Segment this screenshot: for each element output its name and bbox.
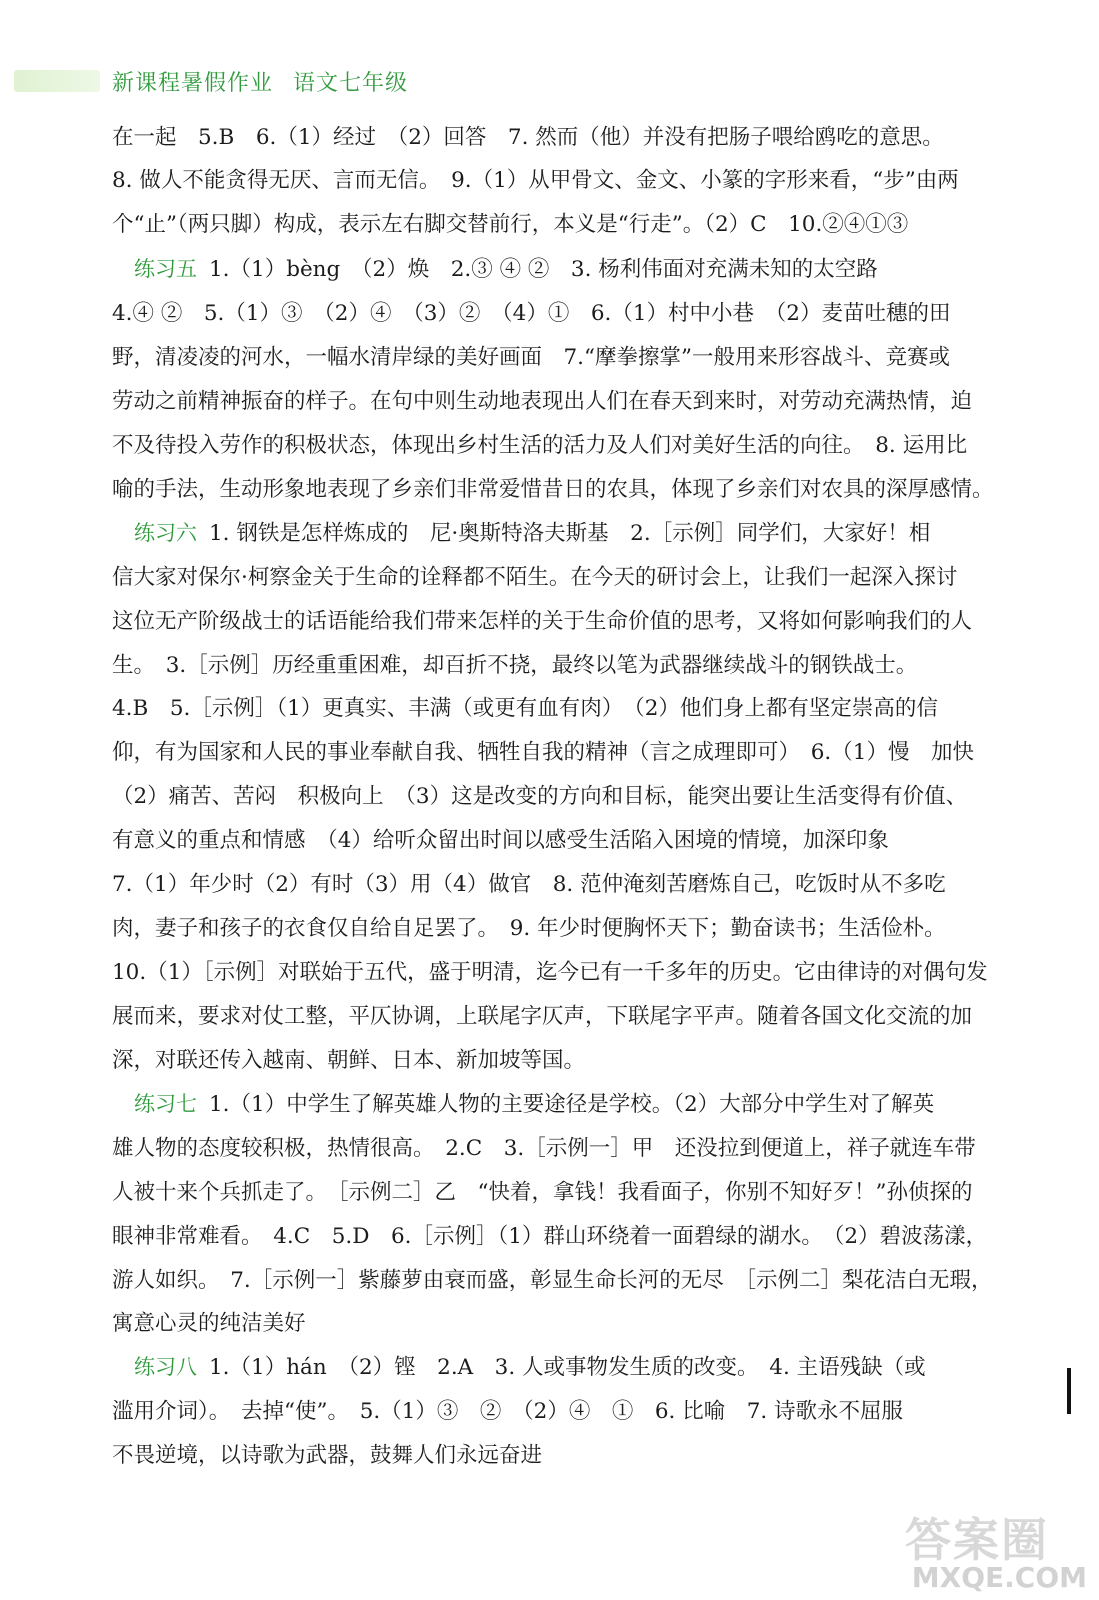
text-line bbox=[112, 830, 889, 852]
header-title: 新课程暑假作业 bbox=[112, 71, 274, 96]
text-line bbox=[112, 1050, 585, 1072]
text-line bbox=[112, 127, 944, 149]
section-line bbox=[134, 1357, 926, 1379]
line-text: 个“止”（两只脚）构成，表示左右脚交替前行，本义是“行走”。（2）C 10.②④①③ bbox=[112, 212, 909, 237]
text-line bbox=[112, 655, 917, 677]
text-line bbox=[112, 347, 950, 369]
text-line bbox=[112, 435, 967, 457]
line-text: 信大家对保尔·柯察金关于生命的诠释都不陌生。在今天的研讨会上，让我们一起深入探讨 bbox=[112, 565, 958, 590]
text-line bbox=[112, 479, 994, 501]
text-line bbox=[112, 170, 959, 192]
line-text: （2）痛苦、苦闷 积极向上 （3）这是改变的方向和目标，能突出要让生活变得有价值、 bbox=[112, 784, 968, 809]
text-line bbox=[112, 611, 972, 633]
text-line bbox=[112, 786, 967, 808]
header-subject: 语文七年级 bbox=[293, 71, 409, 96]
line-text: 劳动之前精神振奋的样子。在句中则生动地表现出人们在春天到来时，对劳动充满热情，迫 bbox=[112, 389, 973, 414]
text-line bbox=[112, 962, 988, 984]
text-line bbox=[112, 1313, 306, 1335]
section-label: 练习六 bbox=[134, 521, 197, 545]
page-header bbox=[112, 66, 408, 97]
line-text: 仰，有为国家和人民的事业奉献自我、牺牲自我的精神（言之成理即可） 6.（1）慢 加快 bbox=[112, 740, 974, 765]
header-decoration bbox=[14, 70, 100, 92]
line-text: 8. 做人不能贪得无厌、言而无信。 9.（1）从甲骨文、金文、小篆的字形来看，“步”由两 bbox=[112, 168, 959, 193]
section-label: 练习五 bbox=[134, 257, 197, 281]
line-text: 喻的手法，生动形象地表现了乡亲们非常爱惜昔日的农具，体现了乡亲们对农具的深厚感情。 bbox=[112, 477, 994, 502]
line-text: 深，对联还传入越南、朝鲜、日本、新加坡等国。 bbox=[112, 1048, 586, 1073]
line-text: 雄人物的态度较积极，热情很高。 2.C 3.［示例一］甲 还没拉到便道上，祥子就连车带 bbox=[112, 1136, 976, 1161]
line-text: 展而来，要求对仗工整，平仄协调，上联尾字仄声，下联尾字平声。随着各国文化交流的加 bbox=[112, 1004, 973, 1029]
line-text: 游人如织。 7.［示例一］紫藤萝由衰而盛，彰显生命长河的无尽 ［示例二］梨花洁白无瑕， bbox=[112, 1268, 993, 1293]
line-text: 寓意心灵的纯洁美好 bbox=[112, 1311, 306, 1336]
watermark-logo: 答案圈 bbox=[905, 1513, 1049, 1567]
line-text: 1.（1）hán （2）铿 2.A 3. 人或事物发生质的改变。 4. 主语残缺（或 bbox=[209, 1355, 926, 1380]
line-text: 4.④ ② 5.（1）③ （2）④ （3）② （4）① 6.（1）村中小巷 （2）麦苗吐穗的田 bbox=[112, 301, 951, 326]
line-text: 1. 钢铁是怎样炼成的 尼·奥斯特洛夫斯基 2.［示例］同学们，大家好！相 bbox=[209, 521, 931, 546]
text-line bbox=[112, 742, 974, 764]
line-text: 生。 3.［示例］历经重重困难，却百折不挠，最终以笔为武器继续战斗的钢铁战士。 bbox=[112, 653, 918, 678]
text-line bbox=[112, 1445, 542, 1467]
line-text: 野，清凌凌的河水，一幅水清岸绿的美好画面 7.“摩拳擦掌”一般用来形容战斗、竞赛或 bbox=[112, 345, 951, 370]
text-line bbox=[112, 1226, 987, 1248]
line-text: 1.（1）中学生了解英雄人物的主要途径是学校。（2）大部分中学生对了解英 bbox=[209, 1092, 935, 1117]
line-text: 7.（1）年少时（2）有时（3）用（4）做官 8. 范仲淹刻苦磨炼自己，吃饭时从不多吃 bbox=[112, 872, 946, 897]
section-label: 练习八 bbox=[134, 1355, 197, 1379]
section-line bbox=[134, 259, 878, 281]
line-text: 滥用介词）。 去掉“使”。 5.（1）③ ② （2）④ ① 6. 比喻 7. 诗歌永不屈服 bbox=[112, 1399, 904, 1424]
line-text: 有意义的重点和情感 （4）给听众留出时间以感受生活陷入困境的情境，加深印象 bbox=[112, 828, 889, 853]
line-text: 眼神非常难看。 4.C 5.D 6.［示例］（1）群山环绕着一面碧绿的湖水。 （2）碧波荡漾， bbox=[112, 1224, 988, 1249]
watermark bbox=[877, 1504, 1087, 1594]
text-line bbox=[112, 214, 908, 236]
line-text: 在一起 5.B 6.（1）经过 （2）回答 7. 然而（他）并没有把肠子喂给鸥吃的意思。 bbox=[112, 125, 944, 150]
text-line bbox=[112, 1182, 973, 1204]
text-line bbox=[112, 698, 938, 720]
text-line bbox=[112, 1270, 993, 1292]
line-text: 不畏逆境，以诗歌为武器，鼓舞人们永远奋进 bbox=[112, 1443, 543, 1468]
line-text: 这位无产阶级战士的话语能给我们带来怎样的关于生命价值的思考，又将如何影响我们的人 bbox=[112, 609, 973, 634]
text-line bbox=[112, 918, 946, 940]
section-line bbox=[134, 1094, 934, 1116]
margin-mark bbox=[1067, 1368, 1071, 1414]
text-line bbox=[112, 391, 972, 413]
line-text: 不及待投入劳作的积极状态，体现出乡村生活的活力及人们对美好生活的向往。 8. 运用比 bbox=[112, 433, 968, 458]
text-line bbox=[112, 1401, 903, 1423]
line-text: 1.（1）bèng （2）焕 2.③ ④ ② 3. 杨利伟面对充满未知的太空路 bbox=[209, 257, 878, 282]
line-text: 10.（1）［示例］对联始于五代，盛于明清，迄今已有一千多年的历史。它由律诗的对偶句发 bbox=[112, 960, 988, 985]
line-text: 4.B 5.［示例］（1）更真实、丰满（或更有血有肉） （2）他们身上都有坚定崇高的信 bbox=[112, 696, 938, 721]
section-label: 练习七 bbox=[134, 1092, 197, 1116]
line-text: 人被十来个兵抓走了。 ［示例二］乙 “快着，拿钱！我看面子，你别不知好歹！”孙侦探的 bbox=[112, 1180, 973, 1205]
text-line bbox=[112, 874, 946, 896]
text-line bbox=[112, 303, 950, 325]
text-line bbox=[112, 567, 957, 589]
line-text: 肉，妻子和孩子的衣食仅自给自足罢了。 9. 年少时便胸怀天下；勤奋读书；生活俭朴。 bbox=[112, 916, 946, 941]
section-line bbox=[134, 523, 930, 545]
watermark-url: MXQE.COM bbox=[911, 1561, 1087, 1594]
text-line bbox=[112, 1006, 972, 1028]
text-line bbox=[112, 1138, 976, 1160]
